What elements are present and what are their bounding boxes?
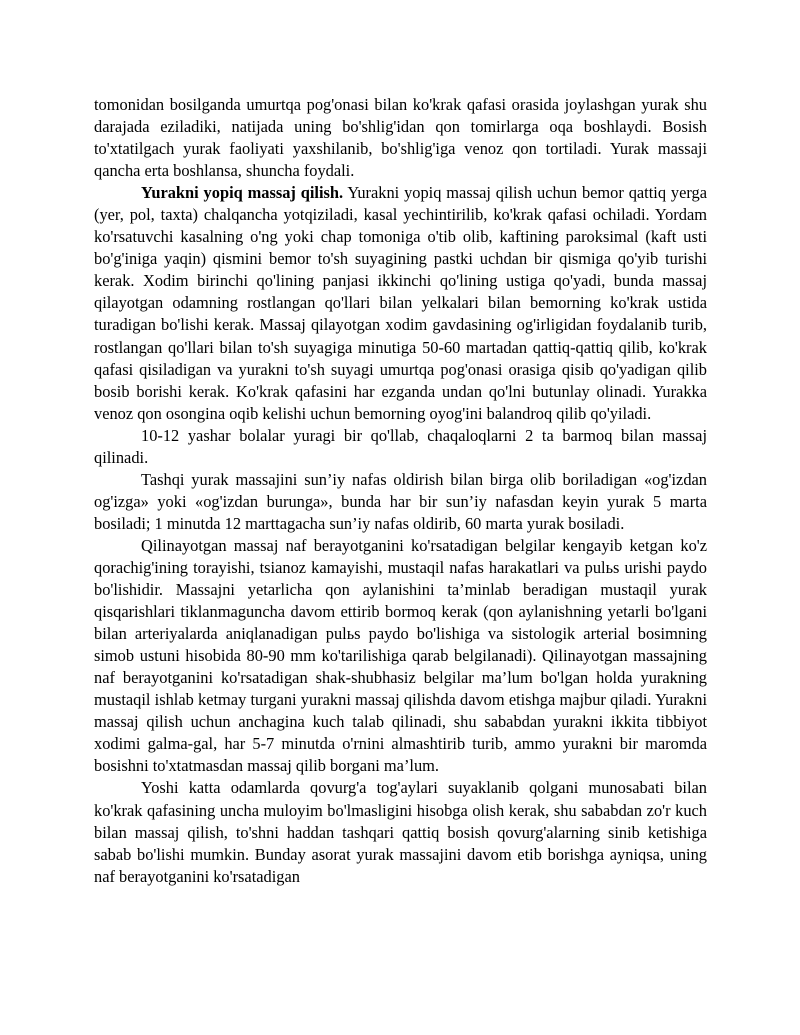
paragraph-5: Qilinayotgan massaj naf berayotganini ko'rsatadigan belgilar kengayib ketgan ko'z qorachig'ining torayishi, tsianoz kamayishi, mustaqil nafas harakatlari va pulьs urishi paydo bo'lishidir. Massajni yetarlicha qon aylanishini ta’minlab beradigan mustaqil yurak qisqarishlari tiklanmaguncha davom ettirib bormoq kerak (qon aylanishning yetarli bo'lgani bilan arteriyalarda aniqlanadigan pulьs paydo bo'lishiga va sistologik arterial bosimning simob ustuni hisobida 80-90 mm ko'tarilishiga qarab belgilanadi). Qilinayotgan massajning naf berayotganini ko'rsatadigan shak-shubhasiz belgilar ma’lum bo'lgan holda yurakning mustaqil ishlab ketmay turgani yurakni massaj qilishda davom etishga majbur qiladi. Yurakni massaj qilish uchun anchagina kuch talab qilinadi, shu sababdan yurakni ikkita tibbiyot xodimi galma-gal, har 5-7 minutda o'rnini almashtirib turib, ammo yurakni bir maromda bosishni to'xtatmasdan massaj qilib borgani ma’lum. [94,535,707,776]
paragraph-6: Yoshi katta odamlarda qovurg'a tog'aylari suyaklanib qolgani munosabati bilan ko'krak qafasining uncha muloyim bo'lmasligini hisobga olish kerak, shu sababdan zo'r kuch bilan massaj qilish, to'shni haddan tashqari qattiq bosish qovurg'alarning sinib ketishiga sabab bo'lishi mumkin. Bunday asorat yurak massajini davom etib borishga ayniqsa, uning naf berayotganini ko'rsatadigan [94,778,707,886]
paragraph-heading: Yurakni yopiq massaj qilish. [141,183,344,203]
paragraph-2 [94,182,707,425]
paragraph-1: tomonidan bosilganda umurtqa pog'onasi bilan ko'krak qafasi orasida joylashgan yurak shu darajada eziladiki, natijada uning bo'shlig'idan qon tomirlarga oqa boshlaydi. Bosish to'xtatilgach yurak faoliyati yaxshilanib, bo'shlig'iga venoz qon tortiladi. Yurak massaji qancha erta boshlansa, shuncha foydali. [94,95,707,181]
document-page [94,94,707,888]
paragraph-3: 10-12 yashar bolalar yuragi bir qo'llab, chaqaloqlarni 2 ta barmoq bilan massaj qilinadi. [94,425,707,467]
paragraph-4: Tashqi yurak massajini sun’iy nafas oldirish bilan birga olib boriladigan «og'izdan og'izga» yoki «og'izdan burunga», bunda har bir sun’iy nafasdan keyin yurak 5 marta bosiladi; 1 minutda 12 marttagacha sun’iy nafas oldirib, 60 marta yurak bosiladi. [94,469,707,533]
paragraph-2-body: Yurakni yopiq massaj qilish uchun bemor qattiq yerga (yer, pol, taxta) chalqancha yotqiziladi, kasal yechintirilib, ko'krak qafasi ochiladi. Yordam ko'rsatuvchi kasalning o'ng yoki chap tomoniga o'tib olib, kaftining paroksimal (kaft usti bo'g'iniga yaqin) qismini bemor to'sh suyagining pastki uchdan bir qismiga qo'yib turishi kerak. Xodim birinchi qo'lining panjasi ikkinchi qo'lining ustiga qo'yadi, bunda massaj qilayotgan odamning rostlangan qo'llari bilan yelkalari bilan bemorning ko'krak ustida turadigan bo'lishi kerak. Massaj qilayotgan xodim gavdasining og'irligidan foydalanib turib, rostlangan qo'llari bilan to'sh suyagiga minutiga 50-60 martadan qattiq-qattiq qilib, ko'krak qafasi qisiladigan va yurakni to'sh suyagi umurtqa pog'onasi orasiga qisib qo'yadigan qilib bosib borishi kerak. Ko'krak qafasini har ezganda undan qo'lni butunlay olinadi. Yurakka venoz qon osongina oqib kelishi uchun bemorning oyog'ini balandroq qilib qo'yiladi. [94,183,707,423]
